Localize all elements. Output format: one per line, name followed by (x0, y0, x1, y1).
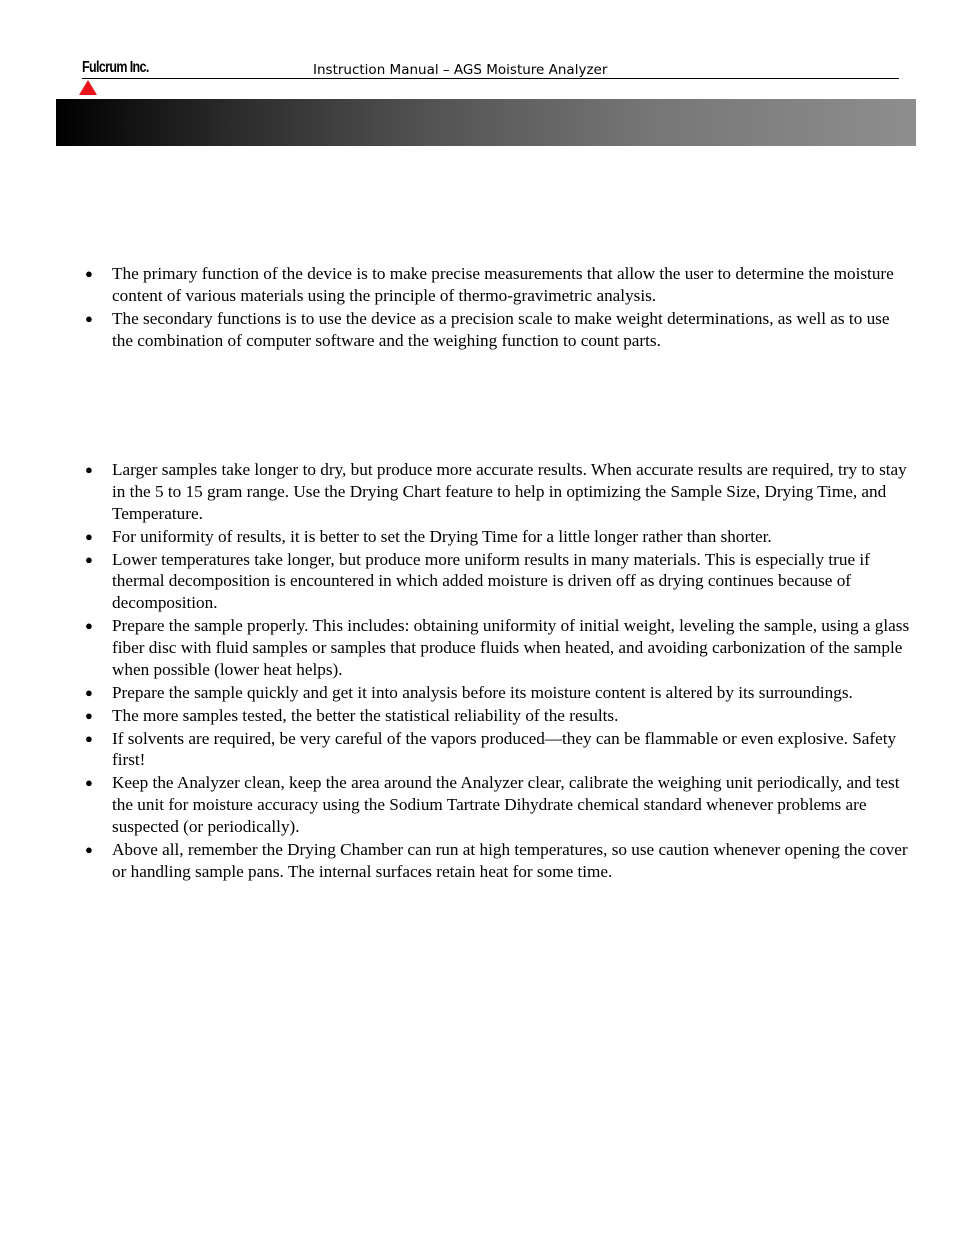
list-item-text: Keep the Analyzer clean, keep the area around the Analyzer clear, calibrate the weighing unit periodically, and test the unit for moisture accuracy using the Sodium Tartrate Dihydrate chemical standard whenever problems are suspected (or periodically). (112, 773, 900, 837)
list-item-text: The more samples tested, the better the statistical reliability of the results. (112, 705, 619, 725)
manual-title: Instruction Manual – AGS Moisture Analyzer (313, 62, 608, 78)
list-item (80, 682, 910, 704)
bullet-icon: ● (85, 462, 93, 477)
bullet-icon: ● (85, 618, 93, 634)
company-logo-text: Fulcrum Inc. (82, 59, 149, 76)
bullet-icon: ● (85, 707, 93, 723)
functions-list (80, 263, 910, 353)
red-triangle-logo-icon (79, 80, 97, 95)
list-item-text: Prepare the sample properly. This includes: obtaining uniformity of initial weight, leveling the sample, using a glass fiber disc with fluid samples or samples that produce fluids when heated, and avoiding carbonization of the sample when possible (lower heat helps). (112, 616, 910, 679)
list-item (80, 705, 910, 727)
list-item (80, 728, 910, 772)
list-item (80, 772, 910, 837)
list-item (80, 308, 910, 352)
page-header (0, 0, 954, 100)
list-item (80, 839, 910, 883)
bullet-icon: ● (85, 551, 93, 567)
section-banner (56, 99, 916, 146)
list-item (80, 526, 910, 548)
header-rule (82, 78, 899, 79)
list-item-text: Above all, remember the Drying Chamber can run at high temperatures, so use caution whenever opening the cover or handling sample pans. The internal surfaces retain heat for some time. (112, 840, 908, 881)
list-item-text: Larger samples take longer to dry, but produce more accurate results. When accurate results are required, try to stay in the 5 to 15 gram range. Use the Drying Chart feature to help in optimizing the Sample Size, Drying Time, and Temperature. (112, 460, 907, 523)
bullet-icon: ● (85, 266, 93, 281)
bullet-icon: ● (85, 310, 93, 326)
list-item-text: Prepare the sample quickly and get it into analysis before its moisture content is altered by its surroundings. (112, 682, 853, 702)
list-item-text: For uniformity of results, it is better to set the Drying Time for a little longer rather than shorter. (112, 526, 772, 546)
list-item (80, 615, 910, 680)
list-item (80, 263, 910, 307)
bullet-icon: ● (85, 842, 93, 858)
list-item-text: If solvents are required, be very careful of the vapors produced—they can be flammable or even explosive. Safety first! (112, 728, 897, 770)
list-item (80, 459, 910, 524)
list-item-text: The primary function of the device is to make precise measurements that allow the user to determine the moisture content of various materials using the principle of thermo-gravimetric analysis. (112, 264, 894, 305)
tips-list (80, 459, 910, 884)
list-item-text: Lower temperatures take longer, but produce more uniform results in many materials. This is especially true if thermal decomposition is encountered in which added moisture is driven off as drying continues because of decomposition. (112, 549, 870, 613)
bullet-icon: ● (85, 684, 93, 700)
bullet-icon: ● (85, 775, 93, 791)
bullet-icon: ● (85, 528, 93, 544)
list-item (80, 549, 910, 614)
list-item-text: The secondary functions is to use the device as a precision scale to make weight determinations, as well as to use the combination of computer software and the weighing function to count parts. (112, 308, 890, 350)
bullet-icon: ● (85, 730, 93, 746)
